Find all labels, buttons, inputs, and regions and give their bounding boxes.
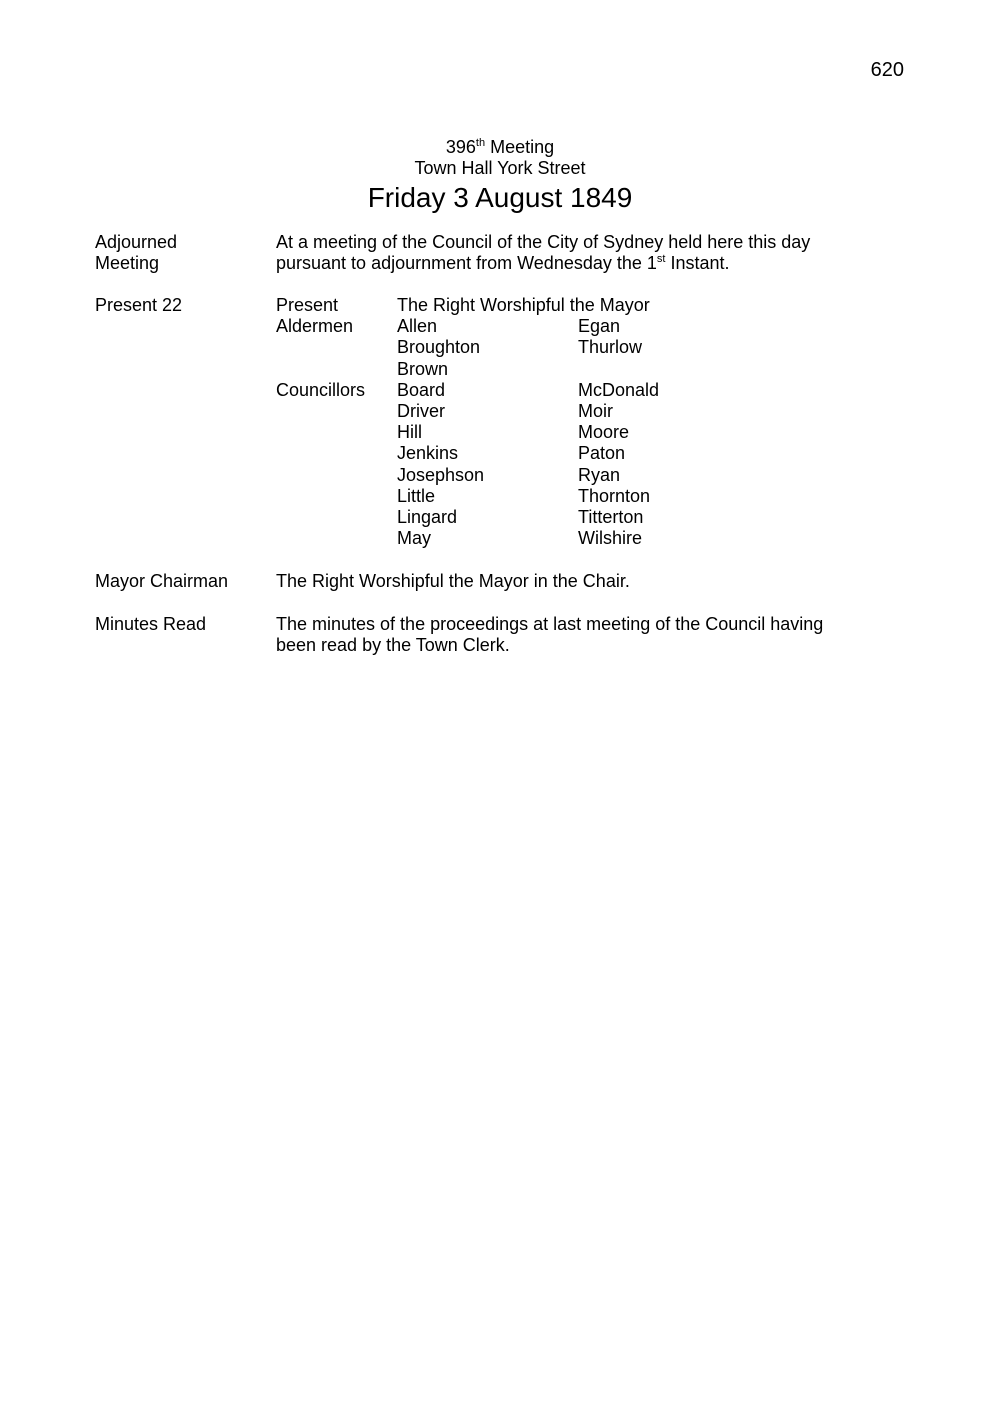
ordinal-suffix: st [656, 253, 666, 265]
councillor-name: Thornton [578, 485, 651, 506]
councillor-name: Titterton [578, 506, 644, 527]
councillor-name: Lingard [397, 506, 458, 527]
alderman-name: Brown [397, 358, 449, 379]
adjourned-text-line: At a meeting of the Council of the City of Sydney held here this day [276, 232, 811, 252]
adjourned-text [276, 232, 876, 274]
minutes-read-line: been read by the Town Clerk. [276, 635, 510, 655]
councillor-name: Hill [397, 422, 422, 443]
mayor-chairman-text: The Right Worshipful the Mayor in the Chair. [276, 571, 630, 591]
adjourned-text-part: pursuant to adjournment from Wednesday the 1 [276, 253, 657, 273]
meeting-word: Meeting [485, 137, 555, 157]
margin-label-adjourned [95, 232, 265, 274]
councillor-name: Josephson [397, 464, 485, 485]
councillor-name: Moir [578, 400, 613, 421]
councillor-name: Board [397, 379, 446, 400]
margin-label-minutes-read: Minutes Read [95, 614, 207, 634]
councillor-name: Driver [397, 400, 445, 421]
councillor-name: Jenkins [397, 443, 459, 464]
alderman-name: Egan [578, 316, 621, 337]
margin-label-line: Adjourned [95, 232, 178, 252]
page-number: 620 [870, 59, 904, 81]
meeting-header [0, 137, 1000, 215]
meeting-number-suffix: th [475, 137, 486, 149]
minutes-read-line: The minutes of the proceedings at last meeting of the Council having [276, 614, 824, 634]
councillor-name: Moore [578, 422, 630, 443]
councillor-name: May [397, 528, 432, 549]
margin-label-present: Present 22 [95, 295, 183, 315]
adjourned-text-line [276, 253, 876, 274]
role-present: Present [276, 295, 339, 315]
margin-label-mayor-chairman: Mayor Chairman [95, 571, 229, 591]
minutes-read-text [276, 614, 876, 656]
councillor-name: Wilshire [578, 528, 643, 549]
councillor-name: Little [397, 485, 436, 506]
councillor-name: Paton [578, 443, 626, 464]
mayor-entry: The Right Worshipful the Mayor [397, 295, 650, 315]
meeting-venue: Town Hall York Street [414, 158, 586, 178]
meeting-number [0, 137, 1000, 158]
meeting-number-value: 396 [445, 137, 476, 157]
councillor-name: Ryan [578, 464, 621, 485]
role-councillors: Councillors [276, 379, 366, 400]
alderman-name: Broughton [397, 337, 481, 358]
adjourned-text-part: Instant. [665, 253, 730, 273]
councillor-name: McDonald [578, 379, 660, 400]
margin-label-line: Meeting [95, 253, 160, 273]
alderman-name: Allen [397, 316, 438, 337]
meeting-date: Friday 3 August 1849 [367, 182, 633, 213]
alderman-name: Thurlow [578, 337, 643, 358]
role-aldermen: Aldermen [276, 316, 354, 337]
